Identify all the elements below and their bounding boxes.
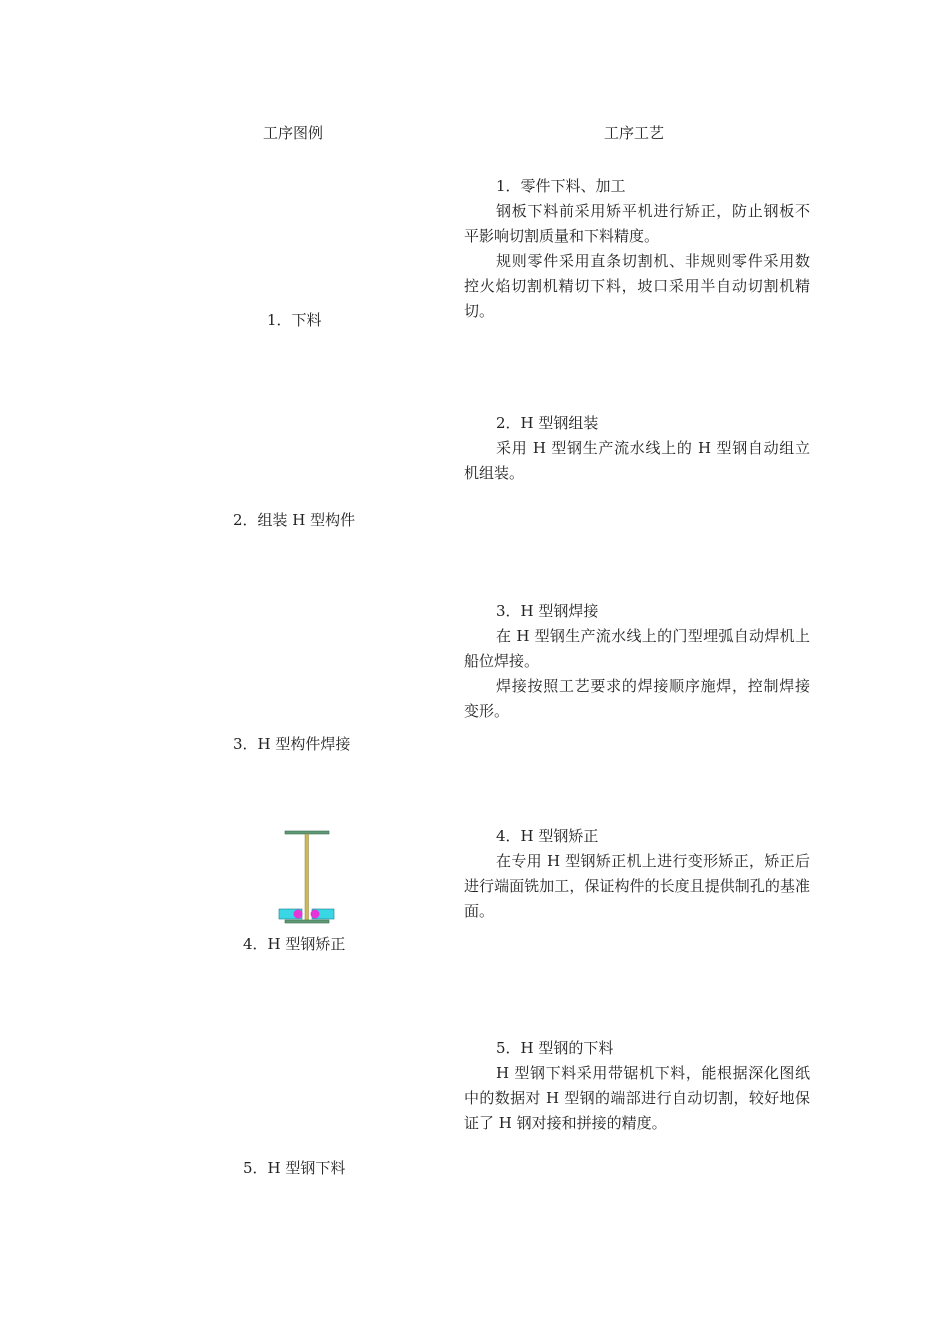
left-contact-point (294, 910, 303, 919)
step-2-title: 2．H 型钢组装 (496, 414, 599, 432)
step-3-paragraph-1: 在 H 型钢生产流水线上的门型埋弧自动焊机上船位焊接。 (464, 627, 810, 670)
column-header-diagram: 工序图例 (263, 124, 324, 142)
step-1-process (464, 174, 810, 324)
step-2-paragraph-1: 采用 H 型钢生产流水线上的 H 型钢自动组立机组装。 (464, 439, 810, 482)
h-beam-straightening-figure (276, 826, 340, 930)
step-5-caption: 5．H 型钢下料 (243, 1159, 346, 1177)
step-3-paragraph-2: 焊接按照工艺要求的焊接顺序施焊，控制焊接变形。 (464, 677, 810, 720)
step-1-caption: 1．下料 (267, 311, 322, 329)
right-contact-point (311, 910, 320, 919)
step-1-paragraph-1: 钢板下料前采用矫平机进行矫正，防止钢板不平影响切割质量和下料精度。 (464, 202, 810, 245)
step-4-caption: 4．H 型钢矫正 (243, 935, 346, 953)
step-4-paragraph-1: 在专用 H 型钢矫正机上进行变形矫正，矫正后进行端面铣加工，保证构件的长度且提供制孔的基准面。 (464, 852, 810, 920)
step-3-caption: 3．H 型构件焊接 (233, 735, 351, 753)
step-4-process (464, 824, 810, 924)
step-1-paragraph-2: 规则零件采用直条切割机、非规则零件采用数控火焰切割机精切下料，坡口采用半自动切割机精切。 (464, 252, 810, 320)
step-2-process (464, 411, 810, 486)
step-1-title: 1．零件下料、加工 (496, 177, 626, 195)
bottom-flange (285, 920, 329, 923)
web (305, 834, 309, 922)
step-5-process (464, 1036, 810, 1136)
step-3-process (464, 599, 810, 724)
step-5-paragraph-1: H 型钢下料采用带锯机下料，能根据深化图纸中的数据对 H 型钢的端部进行自动切割，较好地保证了 H 钢对接和拼接的精度。 (464, 1064, 810, 1132)
step-3-title: 3．H 型钢焊接 (496, 602, 599, 620)
step-4-title: 4．H 型钢矫正 (496, 827, 599, 845)
column-header-process: 工序工艺 (604, 124, 665, 142)
top-flange (285, 831, 329, 834)
step-2-caption: 2．组装 H 型构件 (233, 511, 356, 529)
step-5-title: 5．H 型钢的下料 (496, 1039, 614, 1057)
